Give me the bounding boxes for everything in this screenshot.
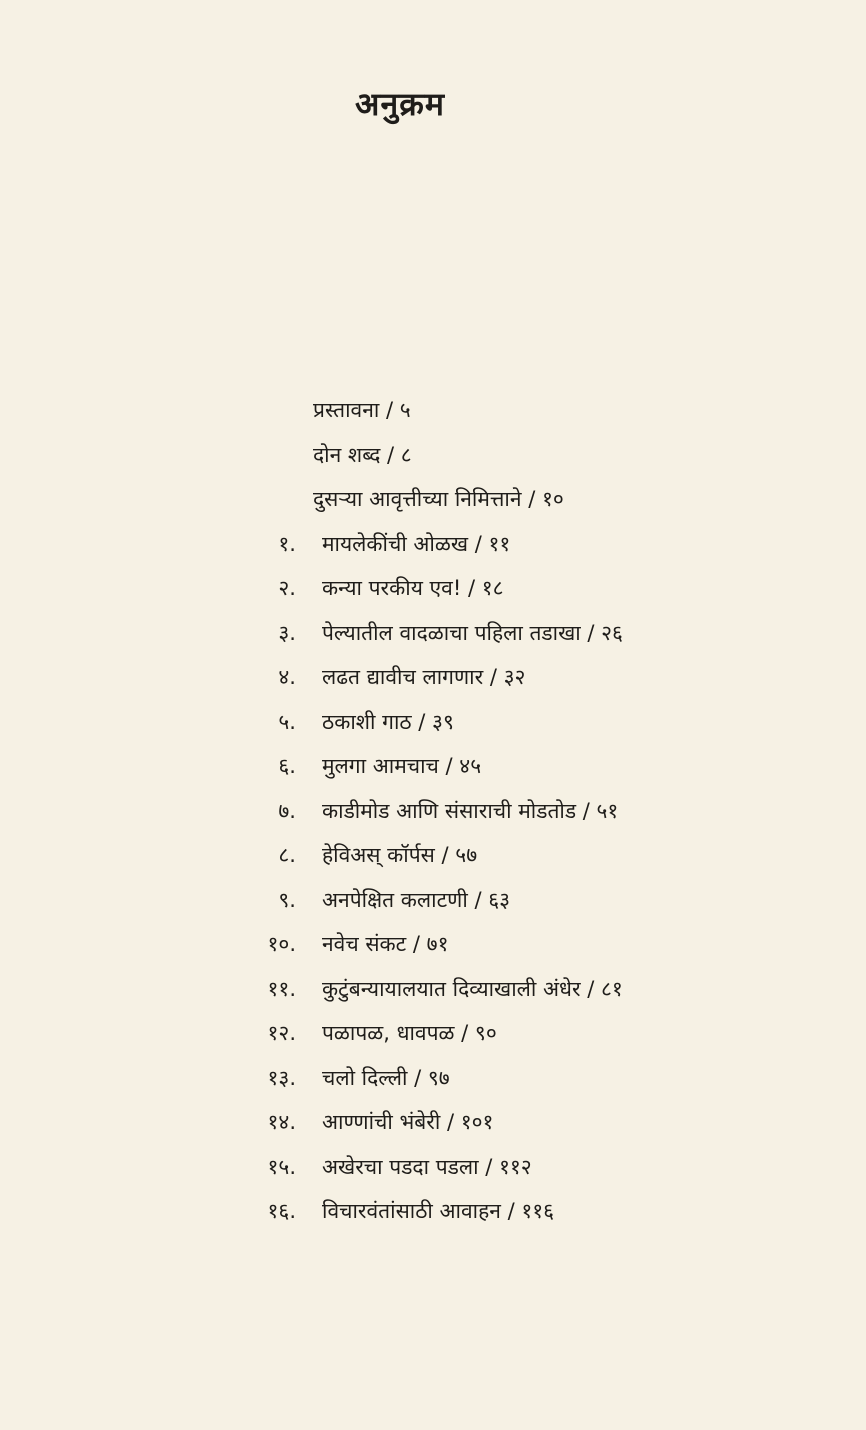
toc-entry-title: कन्या परकीय एव! / १८ — [322, 576, 504, 600]
toc-entry — [0, 1011, 866, 1056]
toc-entry — [0, 522, 866, 567]
toc-entry-title: मायलेकींची ओळख / ११ — [322, 531, 511, 556]
toc-entry-number: ३. — [278, 620, 296, 645]
toc-entry-title: चलो दिल्ली / ९७ — [322, 1065, 450, 1090]
toc-entry-number: १०. — [267, 932, 296, 956]
toc-entry-title: ठकाशी गाठ / ३९ — [322, 709, 454, 734]
toc-entry-title: प्रस्तावना / ५ — [313, 398, 411, 422]
toc-entry — [0, 611, 866, 656]
toc-entry-number: ५. — [278, 709, 296, 734]
toc-entry — [0, 700, 866, 745]
toc-entry — [0, 655, 866, 700]
toc-entry — [0, 433, 866, 478]
toc-entry-number: ११. — [267, 976, 296, 1001]
toc-entry — [0, 833, 866, 878]
toc-entry-title: पळापळ, धावपळ / ९० — [322, 1021, 497, 1045]
toc-entry-number: १६. — [267, 1199, 296, 1223]
toc-entry — [0, 967, 866, 1012]
toc-entry-title: अखेरचा पडदा पडला / ११२ — [322, 1154, 532, 1179]
toc-entry-title: लढत द्यावीच लागणार / ३२ — [322, 665, 526, 689]
toc-entry — [0, 1100, 866, 1145]
toc-entry-title: आण्णांची भंबेरी / १०१ — [322, 1110, 494, 1134]
page-title: अनुक्रम — [355, 85, 445, 123]
toc-entry-title: कुटुंबन्यायालयात दिव्याखाली अंधेर / ८१ — [322, 976, 623, 1001]
toc-entry — [0, 388, 866, 433]
toc-entry-title: नवेच संकट / ७१ — [322, 932, 449, 956]
toc-entry-number: १३. — [267, 1065, 296, 1090]
toc-entry — [0, 789, 866, 834]
toc-entry-title: पेल्यातील वादळाचा पहिला तडाखा / २६ — [322, 620, 623, 645]
toc-entry-title: दोन शब्द / ८ — [313, 442, 412, 467]
toc-entry — [0, 1056, 866, 1101]
toc-entry-title: काडीमोड आणि संसाराची मोडतोड / ५१ — [322, 798, 619, 823]
toc-entry-title: अनपेक्षित कलाटणी / ६३ — [322, 887, 511, 912]
toc-entry-number: ८. — [278, 843, 296, 867]
toc-entry — [0, 477, 866, 522]
toc-entry — [0, 744, 866, 789]
toc-entry-number: १४. — [267, 1110, 296, 1134]
toc-entry — [0, 1189, 866, 1234]
toc-entry — [0, 1145, 866, 1190]
toc-entry-number: १. — [278, 531, 296, 556]
toc-entry-number: १५. — [267, 1154, 296, 1179]
toc-entry-title: विचारवंतांसाठी आवाहन / ११६ — [322, 1199, 555, 1223]
toc-entry-number: ९. — [278, 887, 296, 912]
toc-entry-number: २. — [278, 576, 296, 600]
toc-entry-number: ७. — [278, 798, 296, 823]
table-of-contents — [0, 388, 866, 1234]
toc-entry-number: ६. — [278, 754, 296, 778]
toc-entry — [0, 922, 866, 967]
toc-entry-title: दुसऱ्या आवृत्तीच्या निमित्ताने / १० — [313, 487, 564, 511]
toc-entry-number: ४. — [278, 665, 296, 689]
toc-entry-title: मुलगा आमचाच / ४५ — [322, 754, 482, 778]
toc-entry-number: १२. — [267, 1021, 296, 1045]
toc-entry — [0, 566, 866, 611]
toc-entry-title: हेविअस् कॉर्पस / ५७ — [322, 843, 478, 867]
toc-entry — [0, 878, 866, 923]
